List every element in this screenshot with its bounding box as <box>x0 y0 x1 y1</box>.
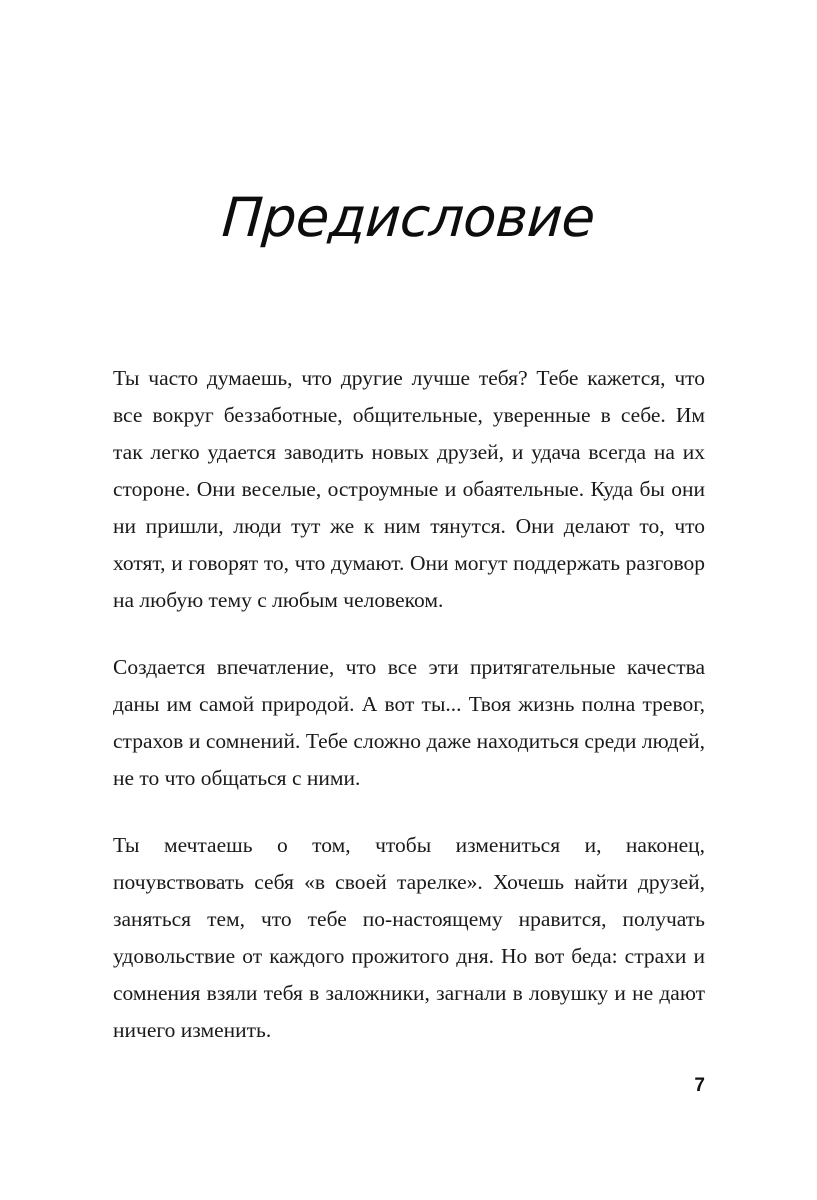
paragraph: Создается впечатление, что все эти притягательные качества даны им самой природой. А вот ты... Твоя жизнь полна тревог, страхов и сомнений. Тебе сложно даже находиться среди людей, не то что общаться с ними. <box>113 655 705 790</box>
page-number: 7 <box>694 1075 705 1096</box>
paragraph: Ты мечтаешь о том, чтобы измениться и, наконец, почувствовать себя «в своей тарелке». Хочешь найти друзей, заняться тем, что тебе по-настоящему нравится, получать удовольствие от каждого прожитого дня. Но вот беда: страхи и сомнения взяли тебя в заложники, загнали в ловушку и не дают ничего изменить. <box>113 833 705 1042</box>
body-text <box>113 360 705 1049</box>
page-title: Предисловие <box>220 186 597 250</box>
paragraph: Ты часто думаешь, что другие лучше тебя? Тебе кажется, что все вокруг беззаботные, общительные, уверенные в себе. Им так легко удается заводить новых друзей, и удача всегда на их стороне. Они веселые, остроумные и обаятельные. Куда бы они ни пришли, люди тут же к ним тянутся. Они делают то, что хотят, и говорят то, что думают. Они могут поддержать разговор на любую тему с любым человеком. <box>113 366 705 612</box>
